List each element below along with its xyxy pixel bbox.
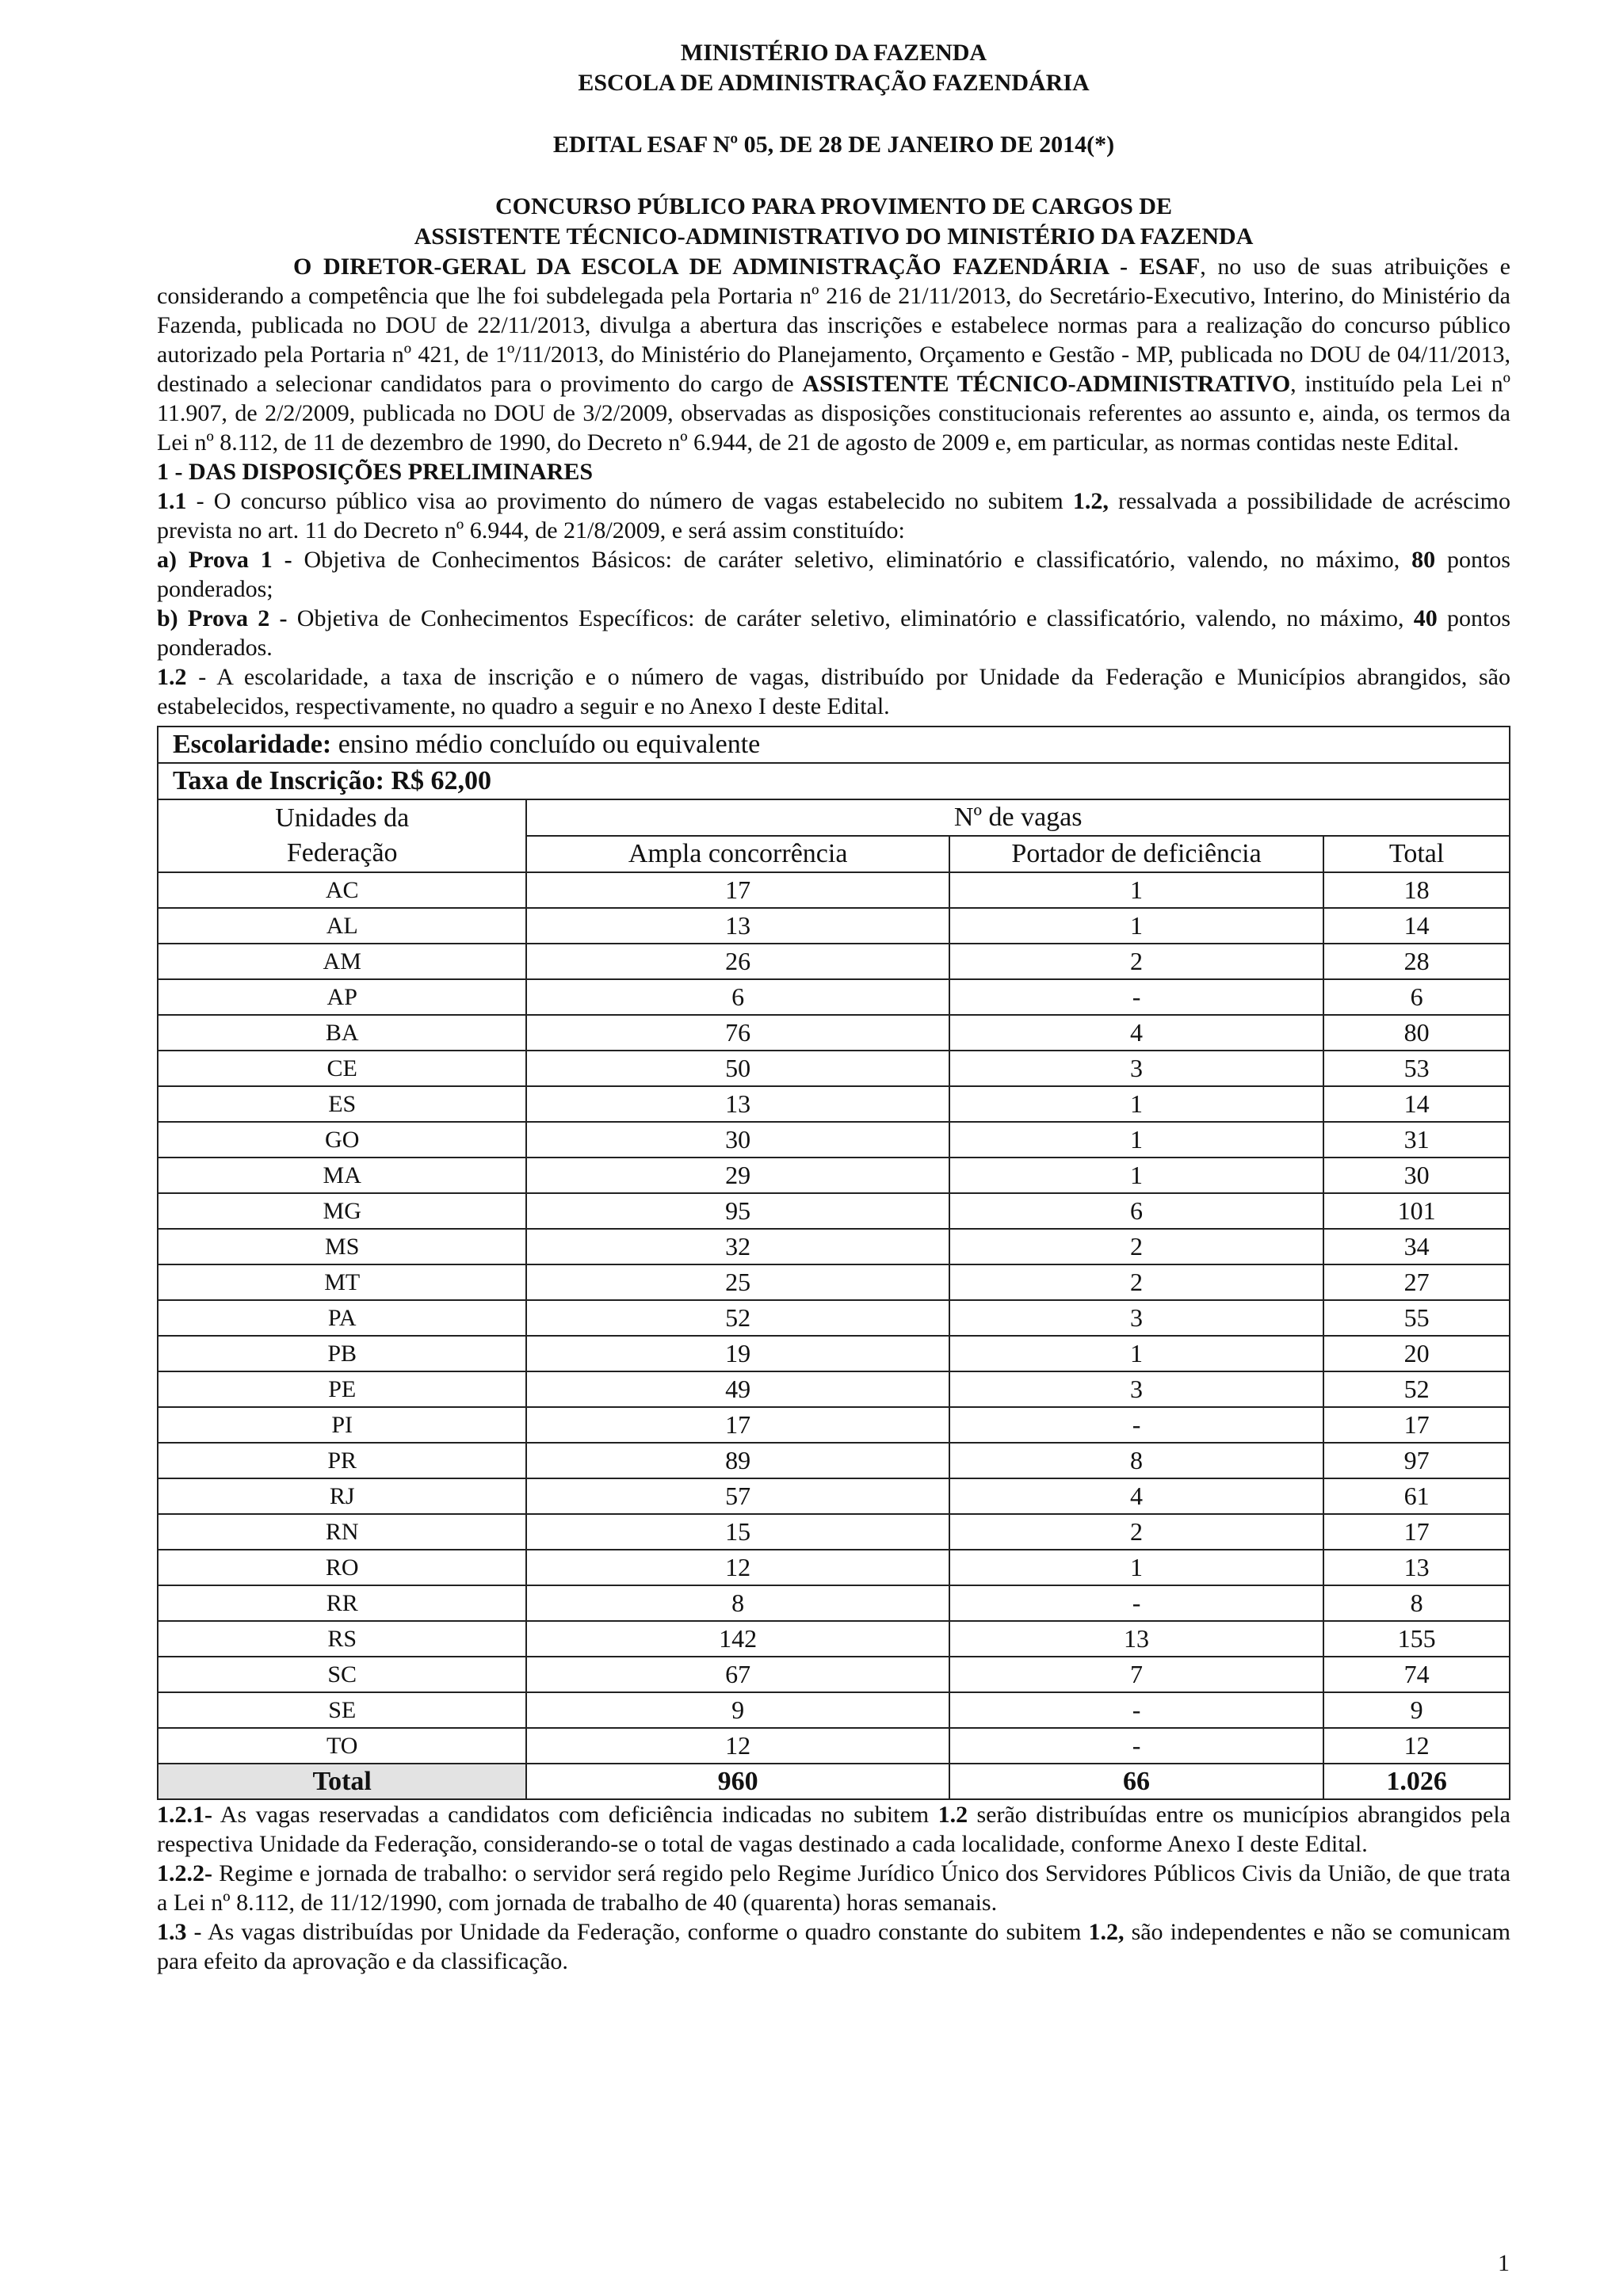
ampla-cell: 17: [526, 872, 949, 908]
total-cell: 18: [1323, 872, 1510, 908]
deficiencia-cell: 4: [949, 1015, 1323, 1051]
table-row: [158, 1086, 1510, 1122]
total-geral: 1.026: [1323, 1764, 1510, 1799]
deficiencia-cell: 1: [949, 1158, 1323, 1193]
uf-cell: RJ: [158, 1478, 526, 1514]
section-1-title: 1 - DAS DISPOSIÇÕES PRELIMINARES: [157, 459, 594, 485]
total-cell: 34: [1323, 1229, 1510, 1264]
table-row: [158, 944, 1510, 979]
uf-cell: CE: [158, 1051, 526, 1086]
ampla-cell: 89: [526, 1443, 949, 1478]
table-row: [158, 1407, 1510, 1443]
total-cell: 14: [1323, 1086, 1510, 1122]
deficiencia-cell: 8: [949, 1443, 1323, 1478]
uf-cell: PE: [158, 1371, 526, 1407]
ampla-cell: 26: [526, 944, 949, 979]
table-row: [158, 1443, 1510, 1478]
item-prova-2: b) Prova 2 - Objetiva de Conhecimentos Específicos: de caráter seletivo, eliminatório e classificatório, valendo, no máximo, 40 pontos ponderados.: [157, 605, 1511, 661]
total-cell: 97: [1323, 1443, 1510, 1478]
deficiencia-cell: 3: [949, 1371, 1323, 1407]
total-cell: 155: [1323, 1621, 1510, 1657]
total-cell: 80: [1323, 1015, 1510, 1051]
uf-cell: ES: [158, 1086, 526, 1122]
ampla-cell: 95: [526, 1193, 949, 1229]
subject-line-2: ASSISTENTE TÉCNICO-ADMINISTRATIVO DO MINISTÉRIO DA FAZENDA: [414, 223, 1254, 250]
item-prova-1: a) Prova 1 - Objetiva de Conhecimentos Básicos: de caráter seletivo, eliminatório e classificatório, valendo, no máximo, 80 pontos ponderados;: [157, 547, 1510, 602]
item-1-2-2: 1.2.2- Regime e jornada de trabalho: o servidor será regido pelo Regime Jurídico Único dos Servidores Públicos Civis da União, de que trata a Lei nº 8.112, de 11/12/1990, com jornada de trabalho de 40 (quarenta) horas semanais.: [157, 1860, 1510, 1916]
deficiencia-cell: -: [949, 1692, 1323, 1728]
total-cell: 61: [1323, 1478, 1510, 1514]
deficiencia-cell: 2: [949, 1229, 1323, 1264]
uf-cell: PA: [158, 1300, 526, 1336]
ampla-cell: 30: [526, 1122, 949, 1158]
ampla-cell: 19: [526, 1336, 949, 1371]
uf-cell: BA: [158, 1015, 526, 1051]
total-cell: 31: [1323, 1122, 1510, 1158]
uf-cell: RO: [158, 1550, 526, 1585]
uf-cell: RS: [158, 1621, 526, 1657]
ampla-cell: 12: [526, 1550, 949, 1585]
total-cell: 53: [1323, 1051, 1510, 1086]
table-row: [158, 1621, 1510, 1657]
uf-cell: SE: [158, 1692, 526, 1728]
deficiencia-cell: 3: [949, 1051, 1323, 1086]
ampla-cell: 15: [526, 1514, 949, 1550]
ampla-cell: 13: [526, 908, 949, 944]
table-row: [158, 1585, 1510, 1621]
ampla-cell: 49: [526, 1371, 949, 1407]
deficiencia-cell: -: [949, 1728, 1323, 1764]
item-1-2: 1.2 - A escolaridade, a taxa de inscrição e o número de vagas, distribuído por Unidade da Federação e Municípios abrangidos, são estabelecidos, respectivamente, no quadro a seguir e no Anexo I deste Edital.: [157, 664, 1510, 719]
deficiencia-cell: 1: [949, 1550, 1323, 1585]
item-1-2-1: 1.2.1- As vagas reservadas a candidatos com deficiência indicadas no subitem 1.2 serão distribuídas entre os municípios abrangidos pela respectiva Unidade da Federação, considerando-se o total de vagas destinado a cada localidade, conforme Anexo I deste Edital.: [157, 1802, 1510, 1857]
item-1-1: 1.1 - O concurso público visa ao provimento do número de vagas estabelecido no subitem 1.2, ressalvada a possibilidade de acréscimo prevista no art. 11 do Decreto nº 6.944, de 21/8/2009, e será assim constituído:: [157, 488, 1510, 543]
col-header-total: Total: [1323, 836, 1510, 872]
total-label: Total: [158, 1764, 526, 1799]
cargo-name: ASSISTENTE TÉCNICO-ADMINISTRATIVO: [802, 371, 1291, 397]
table-row: [158, 1158, 1510, 1193]
uf-cell: RN: [158, 1514, 526, 1550]
uf-cell: AM: [158, 944, 526, 979]
table-row: [158, 1550, 1510, 1585]
deficiencia-cell: 7: [949, 1657, 1323, 1692]
uf-cell: GO: [158, 1122, 526, 1158]
total-row: [158, 1764, 1510, 1799]
deficiencia-cell: 2: [949, 1264, 1323, 1300]
uf-cell: PR: [158, 1443, 526, 1478]
deficiencia-cell: 4: [949, 1478, 1323, 1514]
uf-cell: PB: [158, 1336, 526, 1371]
ampla-cell: 32: [526, 1229, 949, 1264]
total-cell: 12: [1323, 1728, 1510, 1764]
deficiencia-cell: 1: [949, 908, 1323, 944]
ampla-cell: 52: [526, 1300, 949, 1336]
ampla-cell: 9: [526, 1692, 949, 1728]
uf-cell: SC: [158, 1657, 526, 1692]
uf-cell: PI: [158, 1407, 526, 1443]
deficiencia-cell: -: [949, 1585, 1323, 1621]
total-ampla: 960: [526, 1764, 949, 1799]
table-row: [158, 1478, 1510, 1514]
ampla-cell: 17: [526, 1407, 949, 1443]
ampla-cell: 50: [526, 1051, 949, 1086]
uf-cell: MA: [158, 1158, 526, 1193]
ampla-cell: 6: [526, 979, 949, 1015]
deficiencia-cell: 1: [949, 1336, 1323, 1371]
col-header-vagas: Nº de vagas: [526, 799, 1510, 836]
ampla-cell: 76: [526, 1015, 949, 1051]
deficiencia-cell: -: [949, 979, 1323, 1015]
ampla-cell: 67: [526, 1657, 949, 1692]
total-cell: 6: [1323, 979, 1510, 1015]
page-number: 1: [1498, 2250, 1510, 2276]
table-row: [158, 1015, 1510, 1051]
total-cell: 9: [1323, 1692, 1510, 1728]
uf-cell: RR: [158, 1585, 526, 1621]
ampla-cell: 57: [526, 1478, 949, 1514]
item-1-3: 1.3 - As vagas distribuídas por Unidade da Federação, conforme o quadro constante do subitem 1.2, são independentes e não se comunicam para efeito da aprovação e da classificação.: [157, 1919, 1511, 1974]
deficiencia-cell: 2: [949, 944, 1323, 979]
ampla-cell: 12: [526, 1728, 949, 1764]
uf-cell: AL: [158, 908, 526, 944]
total-cell: 20: [1323, 1336, 1510, 1371]
table-row: [158, 1051, 1510, 1086]
total-cell: 28: [1323, 944, 1510, 979]
table-row: [158, 1692, 1510, 1728]
total-cell: 52: [1323, 1371, 1510, 1407]
escolaridade-value: ensino médio concluído ou equivalente: [331, 730, 761, 759]
total-cell: 27: [1323, 1264, 1510, 1300]
table-row: [158, 1336, 1510, 1371]
document-page: [157, 38, 1510, 1976]
deficiencia-cell: 2: [949, 1514, 1323, 1550]
total-cell: 74: [1323, 1657, 1510, 1692]
total-cell: 17: [1323, 1407, 1510, 1443]
table-row: [158, 1264, 1510, 1300]
col-header-uf: Unidades da Federação: [158, 799, 526, 872]
vagas-rows: [158, 872, 1510, 1764]
total-cell: 55: [1323, 1300, 1510, 1336]
col-header-ampla: Ampla concorrência: [526, 836, 949, 872]
escolaridade-label: Escolaridade:: [173, 730, 332, 759]
intro-paragraph: O DIRETOR-GERAL DA ESCOLA DE ADMINISTRAÇÃO FAZENDÁRIA - ESAF, no uso de suas atribuições e considerando a competência que lhe foi subdelegada pela Portaria nº 216 de 21/11/2013, do Secretário-Executivo, Interino, do Ministério da Fazenda, publicada no DOU de 22/11/2013, divulga a abertura das inscrições e estabelece normas para a realização do concurso público autorizado pela Portaria nº 421, de 1º/11/2013, do Ministério do Planejamento, Orçamento e Gestão - MP, publicada no DOU de 04/11/2013, destinado a selecionar candidatos para o provimento do cargo de ASSISTENTE TÉCNICO-ADMINISTRATIVO, instituído pela Lei nº 11.907, de 2/2/2009, publicada no DOU de 3/2/2009, observadas as disposições constitucionais referentes ao assunto e, ainda, os termos da Lei nº 8.112, de 11 de dezembro de 1990, do Decreto nº 6.944, de 21 de agosto de 2009 e, em particular, as normas contidas neste Edital.: [157, 254, 1510, 456]
ampla-cell: 8: [526, 1585, 949, 1621]
uf-cell: AC: [158, 872, 526, 908]
director-name: O DIRETOR-GERAL DA ESCOLA DE ADMINISTRAÇÃO FAZENDÁRIA - ESAF: [293, 254, 1201, 280]
table-row: [158, 1193, 1510, 1229]
table-row: [158, 1371, 1510, 1407]
table-row: [158, 872, 1510, 908]
taxa-inscricao: Taxa de Inscrição: R$ 62,00: [158, 763, 1510, 799]
table-row: [158, 1728, 1510, 1764]
taxa-row: [158, 763, 1510, 799]
total-cell: 14: [1323, 908, 1510, 944]
deficiencia-cell: 3: [949, 1300, 1323, 1336]
deficiencia-cell: 13: [949, 1621, 1323, 1657]
uf-cell: MG: [158, 1193, 526, 1229]
uf-cell: TO: [158, 1728, 526, 1764]
deficiencia-cell: 1: [949, 872, 1323, 908]
ampla-cell: 29: [526, 1158, 949, 1193]
table-row: [158, 1229, 1510, 1264]
header-row-1: [158, 799, 1510, 836]
total-cell: 17: [1323, 1514, 1510, 1550]
deficiencia-cell: -: [949, 1407, 1323, 1443]
ampla-cell: 13: [526, 1086, 949, 1122]
total-cell: 13: [1323, 1550, 1510, 1585]
edital-title: EDITAL ESAF Nº 05, DE 28 DE JANEIRO DE 2014(*): [552, 132, 1115, 158]
deficiencia-cell: 1: [949, 1086, 1323, 1122]
total-deficiencia: 66: [949, 1764, 1323, 1799]
total-cell: 101: [1323, 1193, 1510, 1229]
col-header-deficiencia: Portador de deficiência: [949, 836, 1323, 872]
uf-cell: MT: [158, 1264, 526, 1300]
ministry-title: MINISTÉRIO DA FAZENDA: [680, 40, 987, 66]
ampla-cell: 142: [526, 1621, 949, 1657]
table-row: [158, 1300, 1510, 1336]
table-row: [158, 1514, 1510, 1550]
uf-cell: AP: [158, 979, 526, 1015]
table-row: [158, 1657, 1510, 1692]
deficiencia-cell: 1: [949, 1122, 1323, 1158]
vagas-table: [157, 726, 1510, 1800]
table-row: [158, 908, 1510, 944]
total-cell: 8: [1323, 1585, 1510, 1621]
table-row: [158, 979, 1510, 1015]
total-cell: 30: [1323, 1158, 1510, 1193]
uf-cell: MS: [158, 1229, 526, 1264]
deficiencia-cell: 6: [949, 1193, 1323, 1229]
ampla-cell: 25: [526, 1264, 949, 1300]
table-row: [158, 1122, 1510, 1158]
escolaridade-row: [158, 727, 1510, 763]
subject-line-1: CONCURSO PÚBLICO PARA PROVIMENTO DE CARGOS DE: [495, 193, 1172, 219]
school-title: ESCOLA DE ADMINISTRAÇÃO FAZENDÁRIA: [578, 70, 1090, 96]
